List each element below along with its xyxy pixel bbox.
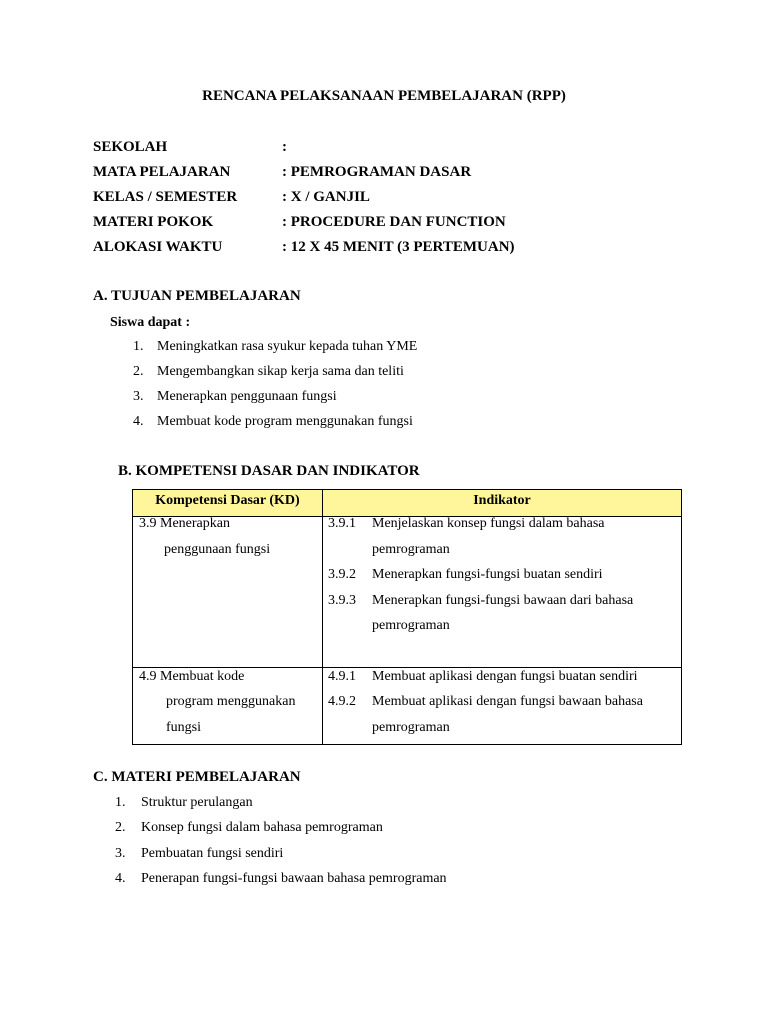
indicator-code: 4.9.1 [328,669,356,684]
list-text: Meningkatkan rasa syukur kepada tuhan YME [157,339,418,354]
list-text: Struktur perulangan [141,795,253,810]
indicator-text: Menjelaskan konsep fungsi dalam bahasa [372,516,605,531]
kd-cell-line: 4.9 Membuat kode [139,669,245,684]
section-a-heading: A. TUJUAN PEMBELAJARAN [93,288,301,304]
indicator-code: 3.9.1 [328,516,356,531]
meta-label: ALOKASI WAKTU [93,239,223,255]
meta-value: : 12 X 45 MENIT (3 PERTEMUAN) [282,239,515,255]
list-number: 2. [133,364,144,379]
table-row-divider [133,667,681,668]
table-header-kd: Kompetensi Dasar (KD) [155,493,300,508]
table-header-indikator: Indikator [473,493,531,508]
meta-label: KELAS / SEMESTER [93,189,238,205]
indicator-code: 3.9.3 [328,593,356,608]
indicator-text: pemrograman [372,542,450,557]
indicator-text: pemrograman [372,618,450,633]
indicator-text: pemrograman [372,720,450,735]
list-number: 3. [133,389,144,404]
list-number: 1. [115,795,126,810]
indicator-text: Membuat aplikasi dengan fungsi bawaan bahasa [372,694,643,709]
meta-value: : [282,139,287,155]
document-title: RENCANA PELAKSANAAN PEMBELAJARAN (RPP) [202,88,566,104]
list-number: 4. [133,414,144,429]
kd-cell-line: program menggunakan [166,694,296,709]
meta-value: : PROCEDURE DAN FUNCTION [282,214,506,230]
list-text: Membuat kode program menggunakan fungsi [157,414,413,429]
meta-value: : X / GANJIL [282,189,370,205]
list-number: 4. [115,871,126,886]
list-text: Menerapkan penggunaan fungsi [157,389,337,404]
list-text: Mengembangkan sikap kerja sama dan teliti [157,364,404,379]
section-a-subheading: Siswa dapat : [110,315,191,330]
table-header [133,490,681,517]
list-text: Penerapan fungsi-fungsi bawaan bahasa pemrograman [141,871,447,886]
section-c-heading: C. MATERI PEMBELAJARAN [93,769,301,785]
section-b-heading: B. KOMPETENSI DASAR DAN INDIKATOR [118,463,420,479]
list-number: 3. [115,846,126,861]
kd-indicator-table [132,489,682,745]
indicator-text: Menerapkan fungsi-fungsi buatan sendiri [372,567,603,582]
meta-label: SEKOLAH [93,139,168,155]
list-text: Pembuatan fungsi sendiri [141,846,284,861]
indicator-code: 4.9.2 [328,694,356,709]
indicator-code: 3.9.2 [328,567,356,582]
meta-label: MATA PELAJARAN [93,164,231,180]
indicator-text: Membuat aplikasi dengan fungsi buatan sendiri [372,669,638,684]
kd-cell-line: penggunaan fungsi [164,542,271,557]
meta-label: MATERI POKOK [93,214,214,230]
list-text: Konsep fungsi dalam bahasa pemrograman [141,820,383,835]
list-number: 2. [115,820,126,835]
kd-cell-line: 3.9 Menerapkan [139,516,230,531]
indicator-text: Menerapkan fungsi-fungsi bawaan dari bahasa [372,593,634,608]
list-number: 1. [133,339,144,354]
table-column-divider [322,490,323,744]
meta-value: : PEMROGRAMAN DASAR [282,164,472,180]
kd-cell-line: fungsi [166,720,201,735]
